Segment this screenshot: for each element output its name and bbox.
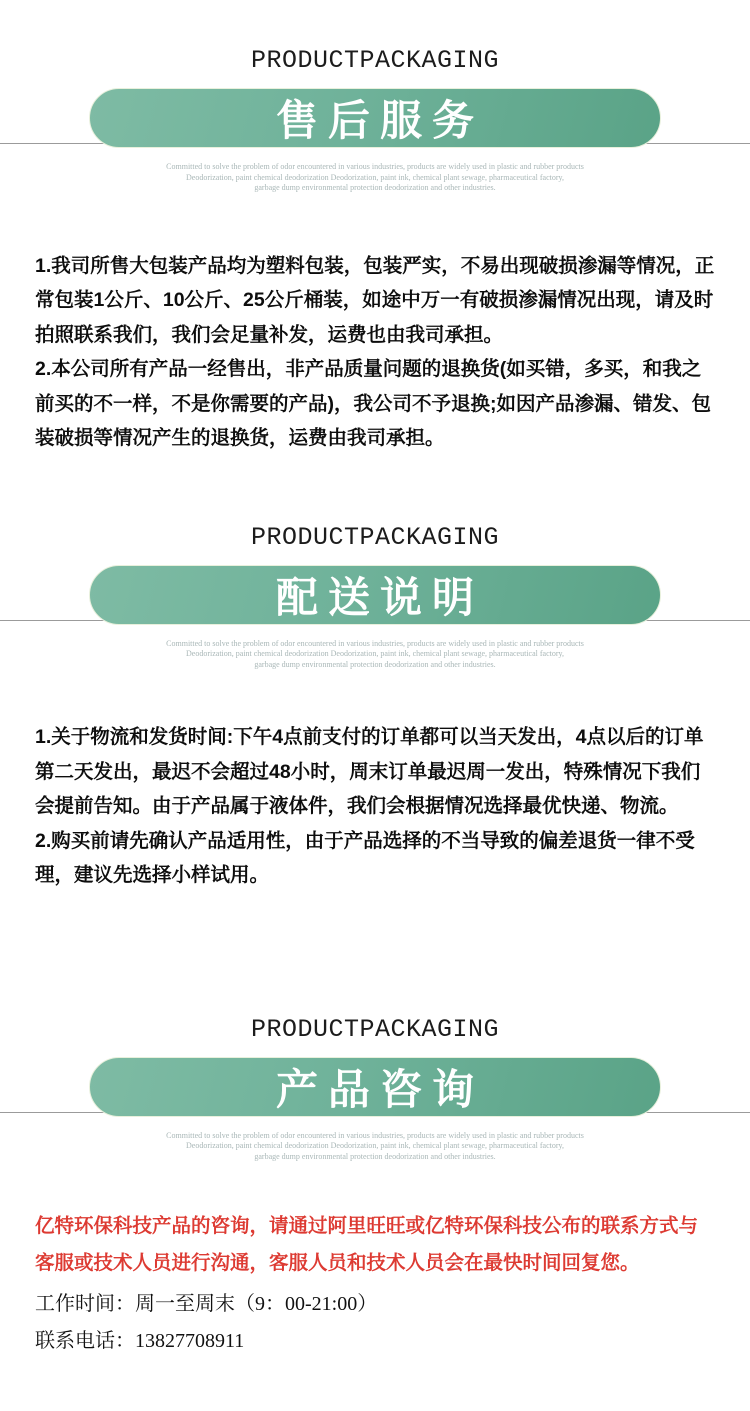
subtext-block <box>0 639 750 671</box>
banner-row <box>0 88 750 148</box>
body-text-block <box>35 720 717 893</box>
body-paragraph: 1.关于物流和发货时间:下午4点前支付的订单都可以当天发出，4点以后的订单第二天发出，最迟不会超过48小时，周末订单最迟周一发出，特殊情况下我们会提前告知。由于产品属于液体件，我们会根据情况选择最优快递、物流。 <box>35 726 704 817</box>
work-hours: 工作时间：周一至周末（9：00-21:00） <box>35 1293 378 1315</box>
subtext-line: Committed to solve the problem of odor encountered in various industries, products are widely used in plastic and rubber products <box>166 1130 584 1140</box>
section-eyebrow: PRODUCTPACKAGING <box>250 522 500 552</box>
contact-phone: 联系电话：13827708911 <box>35 1330 245 1352</box>
subtext-line: Deodorization, paint chemical deodorization Deodorization, paint ink, chemical plant sewage, pharmaceutical factory, <box>186 1141 564 1150</box>
product-detail-page <box>0 46 750 1411</box>
subtext-line: Deodorization, paint chemical deodorization Deodorization, paint ink, chemical plant sewage, pharmaceutical factory, <box>186 649 564 658</box>
subtext-line: garbage dump environmental protection deodorization and other industries. <box>254 1151 496 1161</box>
banner-row <box>0 565 750 625</box>
subtext-block <box>0 162 750 194</box>
body-paragraph: 2.购买前请先确认产品适用性，由于产品选择的不当导致的偏差退货一律不受理，建议先选择小样试用。 <box>35 829 695 886</box>
section-after-sales <box>0 46 750 456</box>
section-eyebrow: PRODUCTPACKAGING <box>250 1014 500 1044</box>
consultation-block <box>35 1208 717 1360</box>
banner-title: 售后服务 <box>275 97 484 144</box>
section-eyebrow: PRODUCTPACKAGING <box>250 46 500 75</box>
subtext-line: garbage dump environmental protection deodorization and other industries. <box>254 659 496 669</box>
consult-note: 亿特环保科技产品的咨询，请通过阿里旺旺或亿特环保科技公布的联系方式与客服或技术人员进行沟通，客服人员和技术人员会在最快时间回复您。 <box>35 1216 699 1274</box>
banner-title: 配送说明 <box>275 573 484 621</box>
section-delivery <box>0 523 750 893</box>
subtext-line: Deodorization, paint chemical deodorization Deodorization, paint ink, chemical plant sewage, pharmaceutical factory, <box>186 172 564 182</box>
subtext-block <box>0 1131 750 1163</box>
body-paragraph: 2.本公司所有产品一经售出，非产品质量问题的退换货(如买错，多买，和我之前买的不一样，不是你需要的产品)，我公司不予退换;如因产品渗漏、错发、包装破损等情况产生的退换货，运费由我司承担。 <box>35 358 711 449</box>
section-banner <box>89 565 661 625</box>
banner-title: 产品咨询 <box>275 1065 484 1113</box>
body-text-block <box>35 249 717 456</box>
section-banner <box>89 88 661 148</box>
subtext-line: garbage dump environmental protection deodorization and other industries. <box>254 183 496 192</box>
subtext-line: Committed to solve the problem of odor encountered in various industries, products are widely used in plastic and rubber products <box>166 638 584 648</box>
section-banner <box>89 1057 661 1117</box>
subtext-line: Committed to solve the problem of odor encountered in various industries, products are widely used in plastic and rubber products <box>166 162 584 171</box>
banner-row <box>0 1057 750 1117</box>
section-consultation <box>0 1015 750 1361</box>
body-paragraph: 1.我司所售大包装产品均为塑料包装，包装严实，不易出现破损渗漏等情况，正常包装1公斤、10公斤、25公斤桶装，如途中万一有破损渗漏情况出现，请及时拍照联系我们，我们会足量补发，运费也由我司承担。 <box>35 254 715 346</box>
